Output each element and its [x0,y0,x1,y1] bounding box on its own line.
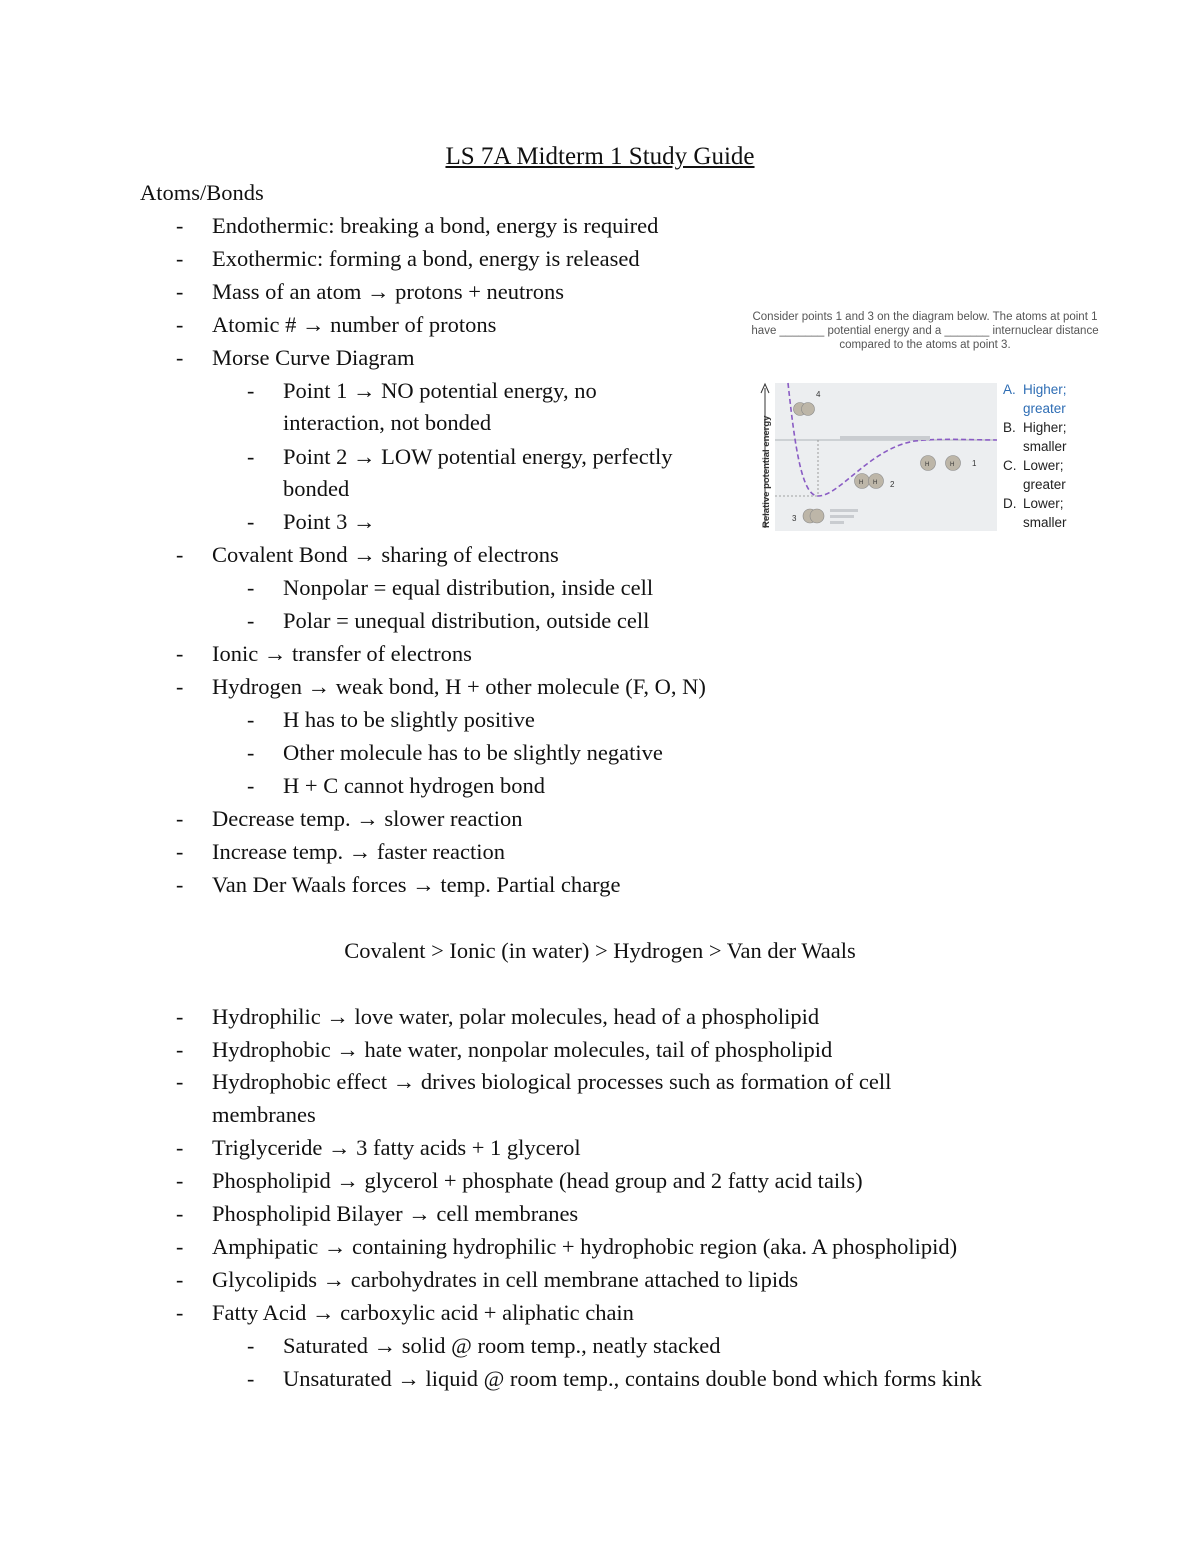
bullet-text: Nonpolar = equal distribution, inside cell [283,575,654,600]
answer-choice-a [1003,380,1113,418]
bullet-dash: - [176,312,184,337]
morse-curve-figure [740,310,1110,540]
point-label: 3 [792,514,797,523]
bullet-dash: - [247,608,255,633]
atom-label: H [950,462,955,468]
bullet-dash: - [247,575,255,600]
bullet-dash: - [176,806,184,831]
bullet-dash: - [176,1168,184,1193]
bullet-dash: - [176,213,184,238]
bullet-dash: - [247,1366,255,1391]
figure-question-line: have _______ potential energy and a _______ internuclear distance [751,325,1099,337]
bullet-text: Amphipatic → containing hydrophilic + hydrophobic region (aka. A phospholipid) [212,1234,958,1259]
bullet-dash: - [247,1333,255,1358]
bullet-text: Exothermic: forming a bond, energy is released [212,246,640,271]
answer-choice-d [1003,494,1113,532]
hydrogen-atom-icon [802,403,815,416]
bullet-text: Polar = unequal distribution, outside cell [283,608,650,633]
bullet-text: Morse Curve Diagram [212,345,415,370]
bullet-dash: - [176,1234,184,1259]
bullet-text: Hydrogen → weak bond, H + other molecule (F, O, N) [212,674,706,699]
figure-question-line: compared to the atoms at point 3. [839,339,1011,351]
bullet-dash: - [176,641,184,666]
bullet-dash: - [176,1037,184,1062]
point-caption [830,509,858,512]
choice-text: smaller [1023,439,1067,454]
bullet-dash: - [176,1004,184,1029]
point-label: 2 [890,480,895,489]
atom-label: H [873,480,878,486]
bullet-dash: - [176,1300,184,1325]
bullet-text: Saturated → solid @ room temp., neatly stacked [283,1333,721,1358]
bullet-dash: - [176,674,184,699]
bullet-text: bonded [283,476,350,501]
bullet-dash: - [247,509,255,534]
bullet-text: Hydrophobic effect → drives biological processes such as formation of cell [212,1069,892,1094]
figure-question [740,310,1110,352]
answer-choice-c [1003,456,1113,494]
choice-letter: A. [1003,382,1016,397]
figure-question-line: Consider points 1 and 3 on the diagram below. The atoms at point 1 [752,311,1098,323]
morse-curve-plot [740,378,1000,538]
point-caption [830,521,844,524]
bullet-text: Decrease temp. → slower reaction [212,806,523,831]
bullet-text: Hydrophilic → love water, polar molecules, head of a phospholipid [212,1004,820,1029]
y-axis-label: Relative potential energy [761,415,772,528]
bullet-text: Hydrophobic → hate water, nonpolar molecules, tail of phospholipid [212,1037,833,1062]
choice-text: smaller [1023,515,1067,530]
bullet-dash: - [176,246,184,271]
bullet-text: Atomic # → number of protons [212,312,497,337]
bullet-text: Phospholipid Bilayer → cell membranes [212,1201,579,1226]
page-title: LS 7A Midterm 1 Study Guide [445,143,755,170]
choice-text: Lower; [1023,496,1064,511]
bullet-text: Covalent Bond → sharing of electrons [212,542,559,567]
bullet-text: Glycolipids → carbohydrates in cell membrane attached to lipids [212,1267,799,1292]
choice-text: Higher; [1023,420,1067,435]
bullet-dash: - [176,279,184,304]
figure-caption-bar [840,436,930,440]
bullet-text: Triglyceride → 3 fatty acids + 1 glycerol [212,1135,581,1160]
bullet-text: membranes [212,1102,316,1127]
bullet-text: H + C cannot hydrogen bond [283,773,546,798]
answer-choices [1003,380,1113,532]
atom-label: H [859,480,864,486]
choice-text: Lower; [1023,458,1064,473]
section-heading: Atoms/Bonds [140,180,264,205]
bullet-text: Unsaturated → liquid @ room temp., contains double bond which forms kink [283,1366,982,1391]
bullet-dash: - [247,707,255,732]
bullet-text: Point 2 → LOW potential energy, perfectly [283,444,673,469]
bullet-dash: - [176,345,184,370]
bullet-dash: - [247,773,255,798]
bond-strength-ranking: Covalent > Ionic (in water) > Hydrogen > Van der Waals [344,938,856,963]
bullet-dash: - [176,872,184,897]
point-label: 4 [816,390,821,399]
bullet-text: Mass of an atom → protons + neutrons [212,279,565,304]
bullet-text: Ionic → transfer of electrons [212,641,472,666]
choice-text: greater [1023,477,1066,492]
bullet-text: interaction, not bonded [283,410,492,435]
bullet-dash: - [247,444,255,469]
bullet-dash: - [176,839,184,864]
bullet-text: Point 1 → NO potential energy, no [283,378,597,403]
atom-label: H [925,462,930,468]
bullet-text: Van Der Waals forces → temp. Partial charge [212,872,621,897]
bullet-dash: - [176,542,184,567]
choice-letter: D. [1003,496,1017,511]
bullet-dash: - [247,378,255,403]
hydrogen-atom-icon [810,509,824,523]
point-label: 1 [972,459,977,468]
bullet-text: Fatty Acid → carboxylic acid + aliphatic chain [212,1300,634,1325]
bullet-text: Phospholipid → glycerol + phosphate (head group and 2 fatty acid tails) [212,1168,863,1193]
bullet-dash: - [176,1267,184,1292]
bullet-text: H has to be slightly positive [283,707,535,732]
bullet-text: Point 3 → [283,509,376,534]
choice-text: Higher; [1023,382,1067,397]
choice-text: greater [1023,401,1066,416]
choice-letter: B. [1003,420,1016,435]
bullet-dash: - [176,1069,184,1094]
answer-choice-b [1003,418,1113,456]
bullet-text: Other molecule has to be slightly negative [283,740,663,765]
bullet-dash: - [176,1135,184,1160]
bullet-dash: - [247,740,255,765]
point-caption [830,515,854,518]
bullet-dash: - [176,1201,184,1226]
bullet-text: Increase temp. → faster reaction [212,839,505,864]
bullet-text: Endothermic: breaking a bond, energy is required [212,213,659,238]
choice-letter: C. [1003,458,1017,473]
